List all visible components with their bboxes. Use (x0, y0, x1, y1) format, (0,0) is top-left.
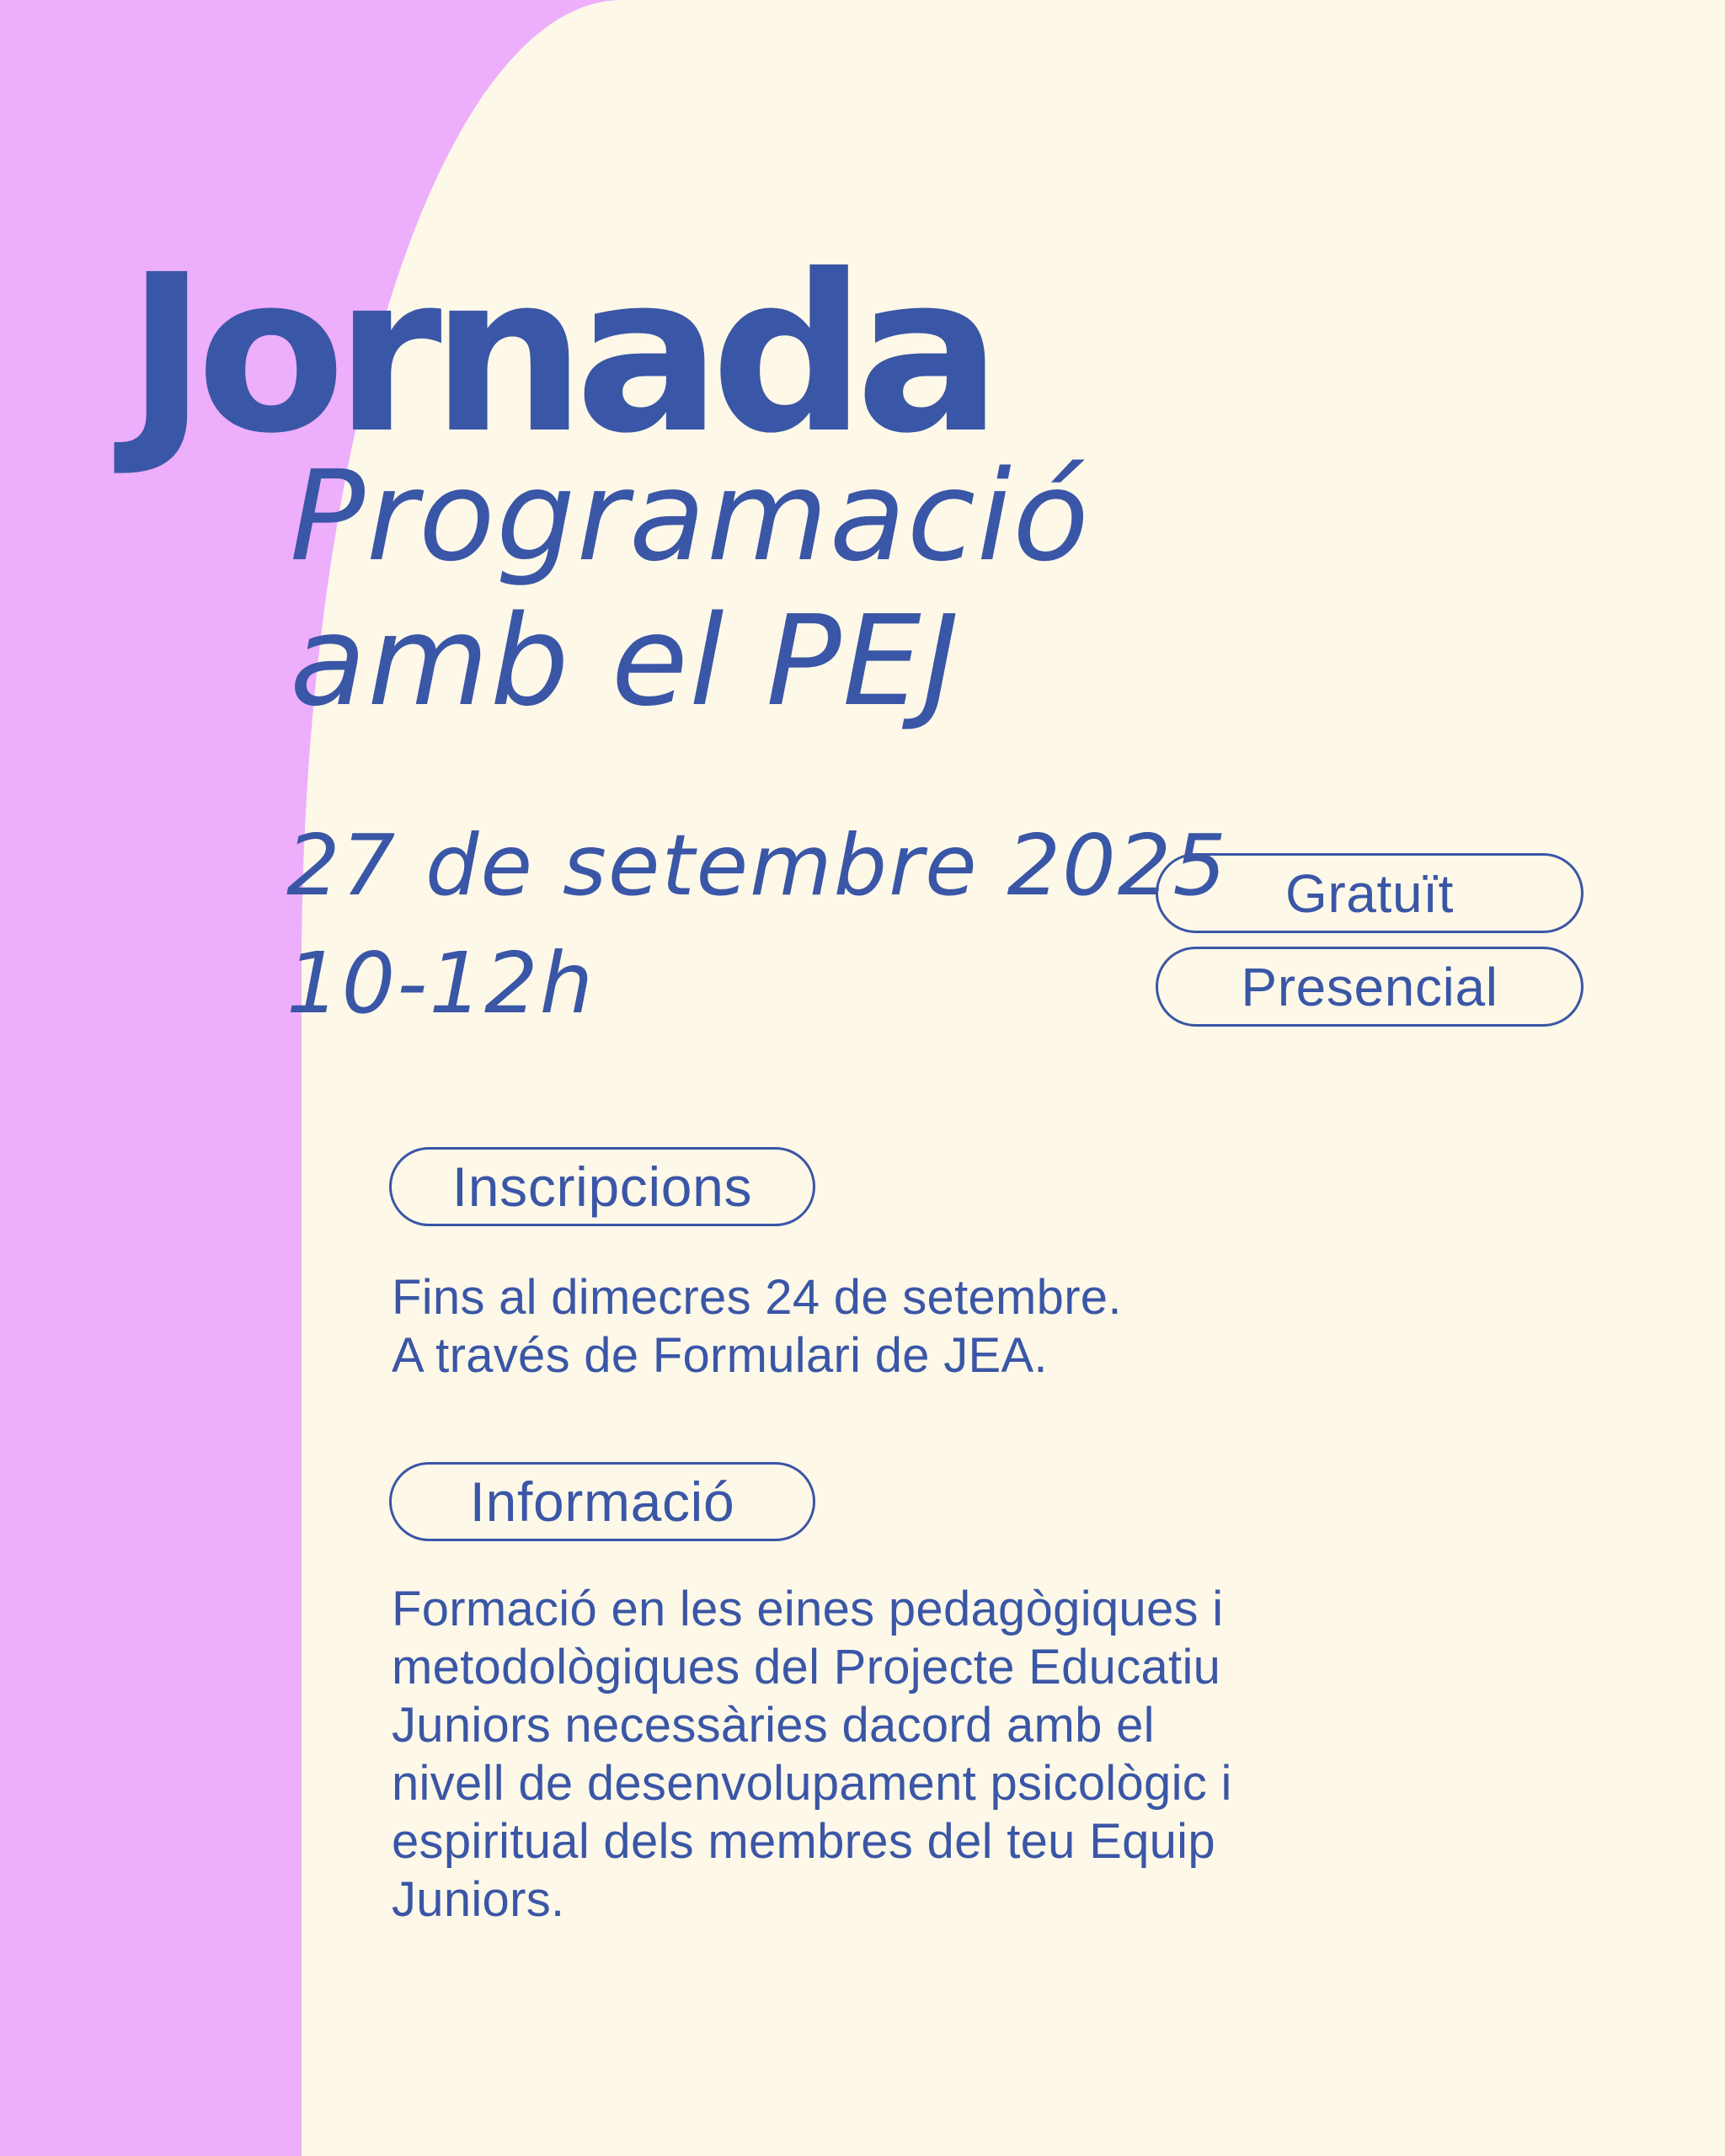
event-subtitle-line2: amb el PEJ (290, 588, 961, 734)
event-title: Jornada (126, 228, 991, 481)
badge-gratuit (1156, 853, 1583, 933)
event-date: 27 de setembre 2025 (286, 816, 1228, 915)
event-subtitle (290, 445, 1090, 734)
inscripcions-line1: Fins al dimecres 24 de setembre. (392, 1270, 1122, 1325)
inscripcions-line2: A través de Formulari de JEA. (392, 1328, 1048, 1383)
section-heading-inscripcions (389, 1147, 815, 1226)
informacio-line5: espiritual dels membres del teu Equip (392, 1814, 1215, 1869)
section-heading-informacio-label: Informació (469, 1470, 735, 1533)
badge-gratuit-label: Gratuït (1284, 862, 1455, 924)
inscripcions-details (392, 1268, 1122, 1385)
event-subtitle-line1: Programació (290, 444, 1091, 589)
informacio-line4: nivell de desenvolupament psicològic i (392, 1756, 1232, 1811)
informacio-line3: Juniors necessàries dacord amb el (392, 1698, 1155, 1753)
informacio-line6: Juniors. (392, 1872, 565, 1927)
event-time: 10-12h (286, 934, 595, 1033)
section-heading-inscripcions-label: Inscripcions (451, 1155, 753, 1218)
badge-presencial-label: Presencial (1241, 956, 1498, 1017)
informacio-details (392, 1580, 1232, 1929)
informacio-line2: metodològiques del Projecte Educatiu (392, 1640, 1221, 1694)
badge-presencial (1156, 947, 1583, 1027)
section-heading-informacio (389, 1462, 815, 1541)
informacio-line1: Formació en les eines pedagògiques i (392, 1582, 1224, 1636)
